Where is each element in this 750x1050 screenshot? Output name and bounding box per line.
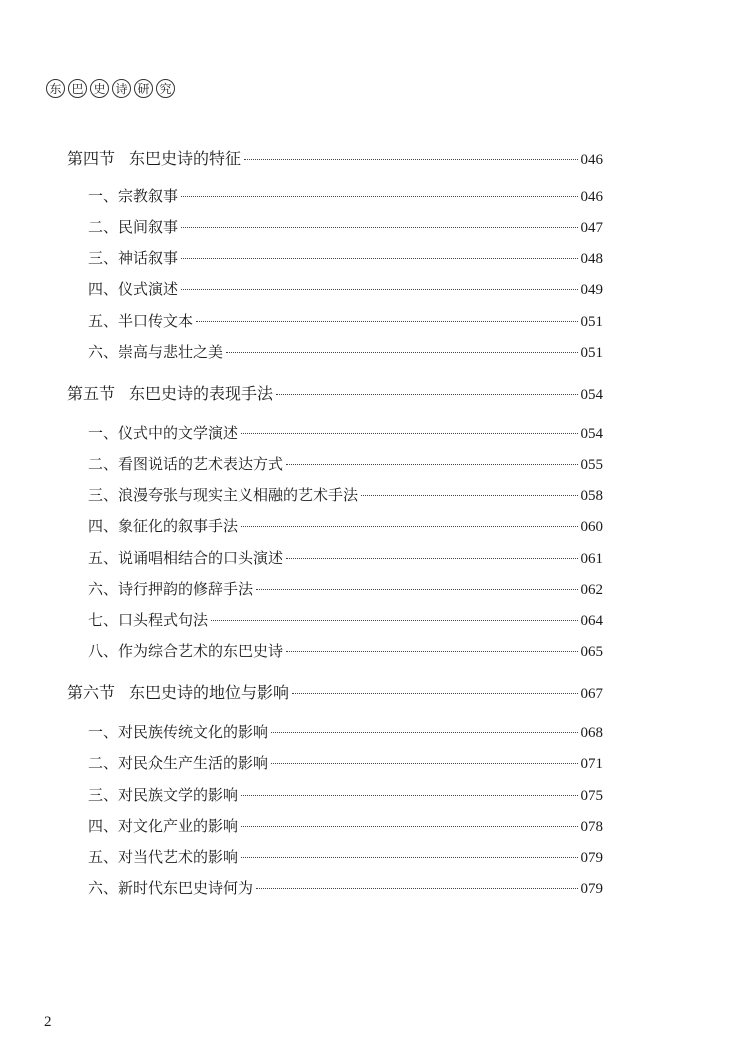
dot-leader	[226, 352, 577, 353]
toc-item	[88, 547, 603, 568]
dot-leader	[286, 464, 577, 465]
toc-item	[88, 185, 603, 206]
toc-item	[88, 815, 603, 836]
page-number: 079	[580, 850, 603, 866]
dot-leader	[181, 289, 577, 290]
toc-item	[88, 453, 603, 474]
page-number: 060	[580, 519, 603, 535]
page-number: 051	[580, 345, 603, 361]
dot-leader	[256, 888, 577, 889]
page-number: 071	[580, 756, 603, 772]
toc-section	[67, 680, 603, 703]
item-title: 二、对民众生产生活的影响	[88, 754, 269, 772]
toc-item	[88, 247, 603, 268]
item-title: 八、作为综合艺术的东巴史诗	[88, 642, 284, 660]
running-head-char: 研	[134, 79, 153, 98]
page-number: 054	[580, 426, 603, 442]
dot-leader	[271, 763, 577, 764]
page-number: 068	[580, 725, 603, 741]
item-title: 五、说诵唱相结合的口头演述	[88, 549, 284, 567]
item-title: 四、对文化产业的影响	[88, 817, 239, 835]
toc-section	[67, 146, 603, 169]
toc-item	[88, 846, 603, 867]
item-title: 六、诗行押韵的修辞手法	[88, 580, 254, 598]
section-number: 第六节	[67, 683, 116, 702]
item-title: 一、宗教叙事	[88, 187, 179, 205]
toc-item	[88, 721, 603, 742]
item-title: 六、崇高与悲壮之美	[88, 343, 224, 361]
page-number: 064	[580, 613, 603, 629]
item-title: 四、仪式演述	[88, 280, 179, 298]
section-number: 第五节	[67, 384, 116, 403]
page-number: 051	[580, 314, 603, 330]
toc-item	[88, 422, 603, 443]
dot-leader	[211, 620, 577, 621]
item-title: 五、对当代艺术的影响	[88, 848, 239, 866]
toc-item	[88, 578, 603, 599]
dot-leader	[241, 433, 577, 434]
page-number: 079	[580, 881, 603, 897]
running-head-char: 东	[46, 79, 65, 98]
toc-item	[88, 515, 603, 536]
page-number: 047	[580, 220, 603, 236]
item-title: 三、对民族文学的影响	[88, 786, 239, 804]
dot-leader	[361, 495, 577, 496]
page-number: 065	[580, 644, 603, 660]
section-title: 东巴史诗的表现手法	[129, 384, 274, 403]
toc-item	[88, 341, 603, 362]
toc-item	[88, 609, 603, 630]
toc-item	[88, 216, 603, 237]
running-head	[46, 79, 175, 98]
item-title: 二、民间叙事	[88, 218, 179, 236]
section-title: 东巴史诗的特征	[129, 149, 242, 168]
item-title: 七、口头程式句法	[88, 611, 209, 629]
page-number: 049	[580, 282, 603, 298]
dot-leader	[241, 857, 577, 858]
item-title: 四、象征化的叙事手法	[88, 517, 239, 535]
page-number: 048	[580, 251, 603, 267]
dot-leader	[256, 589, 577, 590]
dot-leader	[181, 227, 577, 228]
toc-item	[88, 640, 603, 661]
page-number: 067	[580, 686, 603, 702]
section-title: 东巴史诗的地位与影响	[129, 683, 290, 702]
dot-leader	[241, 526, 577, 527]
toc-item	[88, 784, 603, 805]
toc-section	[67, 381, 603, 404]
folio-page-number: 2	[44, 1014, 52, 1030]
item-title: 三、神话叙事	[88, 249, 179, 267]
item-title: 一、仪式中的文学演述	[88, 424, 239, 442]
page-number: 046	[580, 189, 603, 205]
page-number: 055	[580, 457, 603, 473]
running-head-char: 史	[90, 79, 109, 98]
toc-item	[88, 484, 603, 505]
page-number: 054	[580, 387, 603, 403]
item-title: 一、对民族传统文化的影响	[88, 723, 269, 741]
running-head-char: 诗	[112, 79, 131, 98]
running-head-char: 巴	[68, 79, 87, 98]
toc-item	[88, 877, 603, 898]
toc-item	[88, 752, 603, 773]
page-number: 046	[580, 152, 603, 168]
dot-leader	[292, 693, 577, 694]
dot-leader	[181, 258, 577, 259]
running-head-char: 究	[156, 79, 175, 98]
dot-leader	[196, 321, 577, 322]
page-number: 062	[580, 582, 603, 598]
item-title: 三、浪漫夸张与现实主义相融的艺术手法	[88, 486, 359, 504]
dot-leader	[271, 732, 577, 733]
item-title: 六、新时代东巴史诗何为	[88, 879, 254, 897]
toc-item	[88, 278, 603, 299]
section-number: 第四节	[67, 149, 116, 168]
dot-leader	[181, 196, 577, 197]
dot-leader	[276, 394, 577, 395]
page-number: 075	[580, 788, 603, 804]
page-number: 061	[580, 551, 603, 567]
dot-leader	[286, 651, 577, 652]
dot-leader	[241, 826, 577, 827]
dot-leader	[244, 159, 577, 160]
toc-item	[88, 310, 603, 331]
item-title: 五、半口传文本	[88, 312, 194, 330]
page-number: 078	[580, 819, 603, 835]
page-number: 058	[580, 488, 603, 504]
dot-leader	[286, 558, 577, 559]
dot-leader	[241, 795, 577, 796]
item-title: 二、看图说话的艺术表达方式	[88, 455, 284, 473]
